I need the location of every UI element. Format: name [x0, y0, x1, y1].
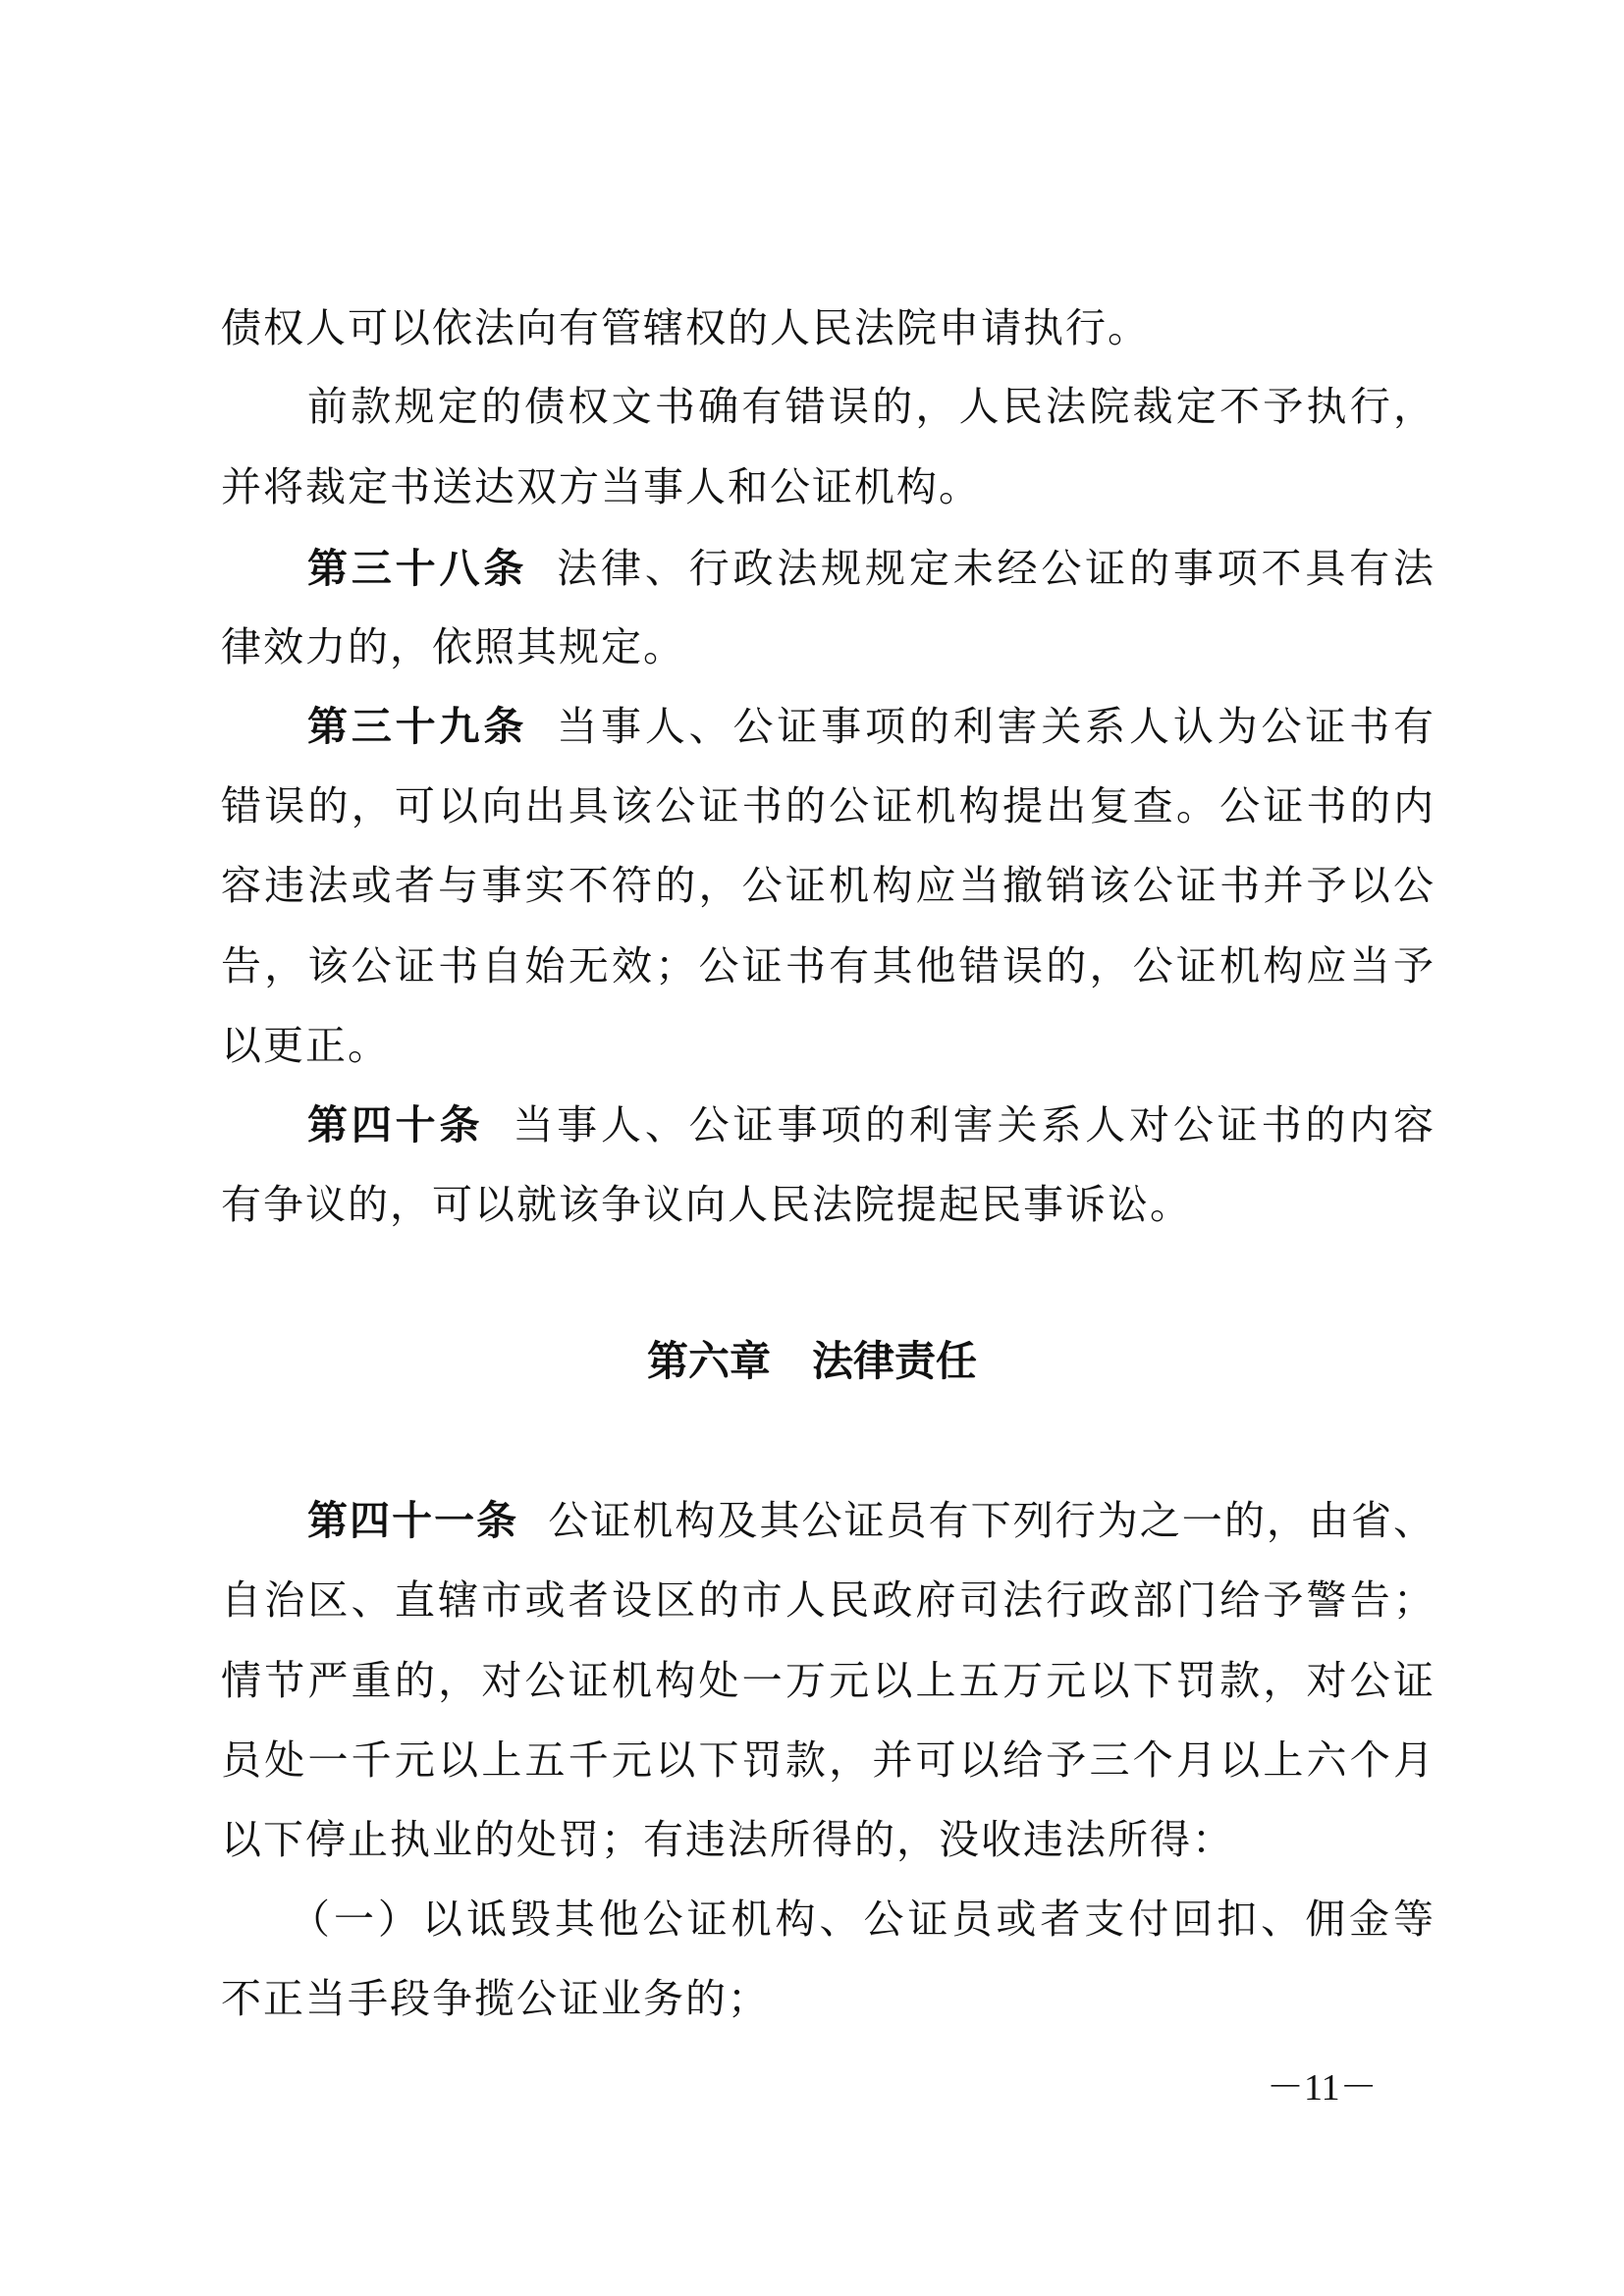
article-label: 第三十八条: [307, 545, 528, 592]
text-line: 错误的，可以向出具该公证书的公证机构提出复查。公证书的内: [221, 782, 1435, 829]
article-38-line: [221, 544, 1435, 593]
text-line: 并将裁定书送达双方当事人和公证机构。: [221, 463, 981, 510]
chapter-heading: 第六章 法律责任: [646, 1337, 977, 1385]
text-line: 有争议的，可以就该争议向人民法院提起民事诉讼。: [221, 1181, 1192, 1228]
article-39-line: [221, 702, 1435, 751]
text-line: 律效力的，依照其规定。: [221, 623, 685, 670]
text-line: 容违法或者与事实不符的，公证机构应当撤销该公证书并予以公: [221, 862, 1435, 909]
text-line: 公证机构及其公证员有下列行为之一的，由省、: [548, 1497, 1436, 1544]
text-line: 情节严重的，对公证机构处一万元以上五万元以下罚款，对公证: [221, 1657, 1435, 1704]
text-line: 以下停止执业的处罚；有违法所得的，没收违法所得：: [221, 1816, 1234, 1863]
text-line: 当事人、公证事项的利害关系人对公证书的内容: [513, 1101, 1436, 1148]
text-line: 以更正。: [221, 1022, 390, 1069]
text-line: 法律、行政法规规定未经公证的事项不具有法: [557, 545, 1436, 592]
article-label: 第四十一条: [307, 1497, 519, 1544]
article-41-line: [221, 1496, 1435, 1545]
article-40-line: [221, 1100, 1435, 1149]
text-line: 告，该公证书自始无效；公证书有其他错误的，公证机构应当予: [221, 942, 1435, 989]
text-line: 债权人可以依法向有管辖权的人民法院申请执行。: [221, 304, 1150, 351]
text-line: 自治区、直辖市或者设区的市人民政府司法行政部门给予警告；: [221, 1576, 1435, 1624]
article-label: 第三十九条: [307, 703, 528, 750]
article-label: 第四十条: [307, 1101, 484, 1148]
text-line: 员处一千元以上五千元以下罚款，并可以给予三个月以上六个月: [221, 1736, 1435, 1784]
text-line: 不正当手段争揽公证业务的；: [221, 1975, 770, 2022]
list-item: （一）以诋毁其他公证机构、公证员或者支付回扣、佣金等: [290, 1896, 1435, 1943]
text-line: 当事人、公证事项的利害关系人认为公证书有: [557, 703, 1436, 750]
page-number: －11－: [1267, 2067, 1378, 2109]
text-line: 前款规定的债权文书确有错误的，人民法院裁定不予执行，: [307, 383, 1435, 430]
